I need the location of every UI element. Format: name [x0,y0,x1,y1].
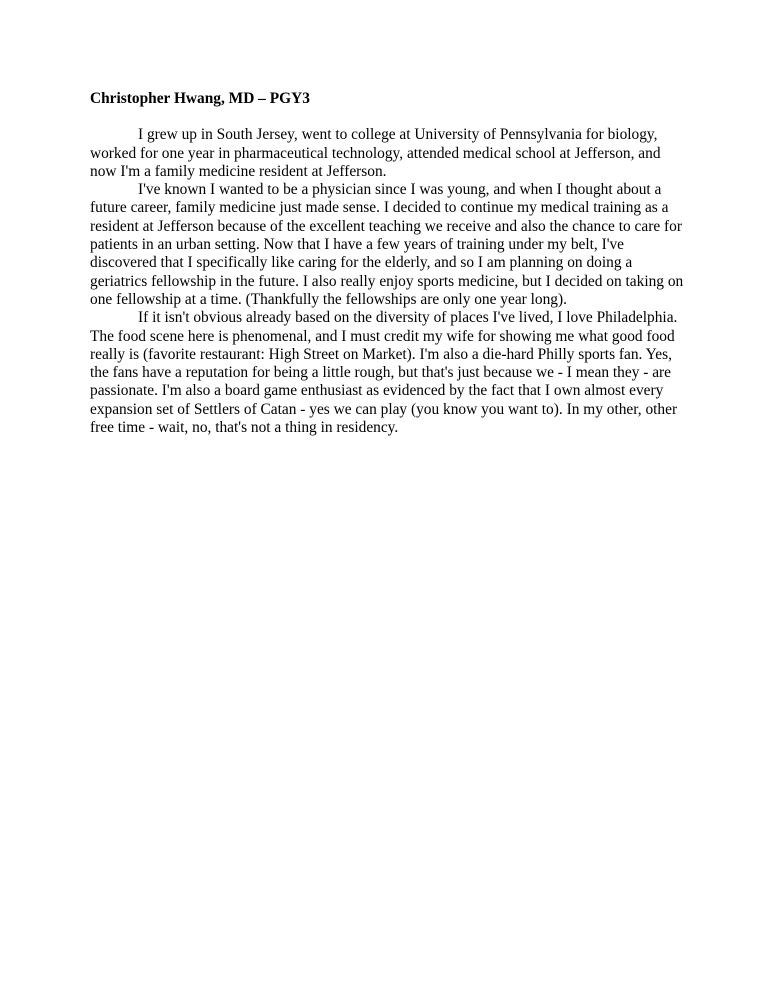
paragraph-background: I grew up in South Jersey, went to college at University of Pennsylvania for biology, worked for one year in pharmaceutical technology, attended medical school at Jefferson, and now I'm a family medicine resident at Jefferson. [90,126,661,180]
paragraph-career: I've known I wanted to be a physician since I was young, and when I thought about a future career, family medicine just made sense. I decided to continue my medical training as a resident at Jefferson because of the excellent teaching we receive and also the chance to care for patients in an urban setting. Now that I have a few years of training under my belt, I've discovered that I specifically like caring for the elderly, and so I am planning on doing a geriatrics fellowship in the future. I also really enjoy sports medicine, but I decided on taking on one fellowship at a time. (Thankfully the fellowships are only one year long). [90,181,684,308]
paragraph-personal: If it isn't obvious already based on the diversity of places I've lived, I love Philadelphia. The food scene here is phenomenal, and I must credit my wife for showing me what good food really is (favorite restaurant: High Street on Market). I'm also a die-hard Philly sports fan. Yes, the fans have a reputation for being a little rough, but that's just because we - I mean they - are passionate. I'm also a board game enthusiast as evidenced by the fact that I own almost every expansion set of Settlers of Catan - yes we can play (you know you want to). In my other, other free time - wait, no, that's not a thing in residency. [90,309,678,437]
document-heading: Christopher Hwang, MD – PGY3 [90,90,310,107]
document-body [90,90,690,437]
